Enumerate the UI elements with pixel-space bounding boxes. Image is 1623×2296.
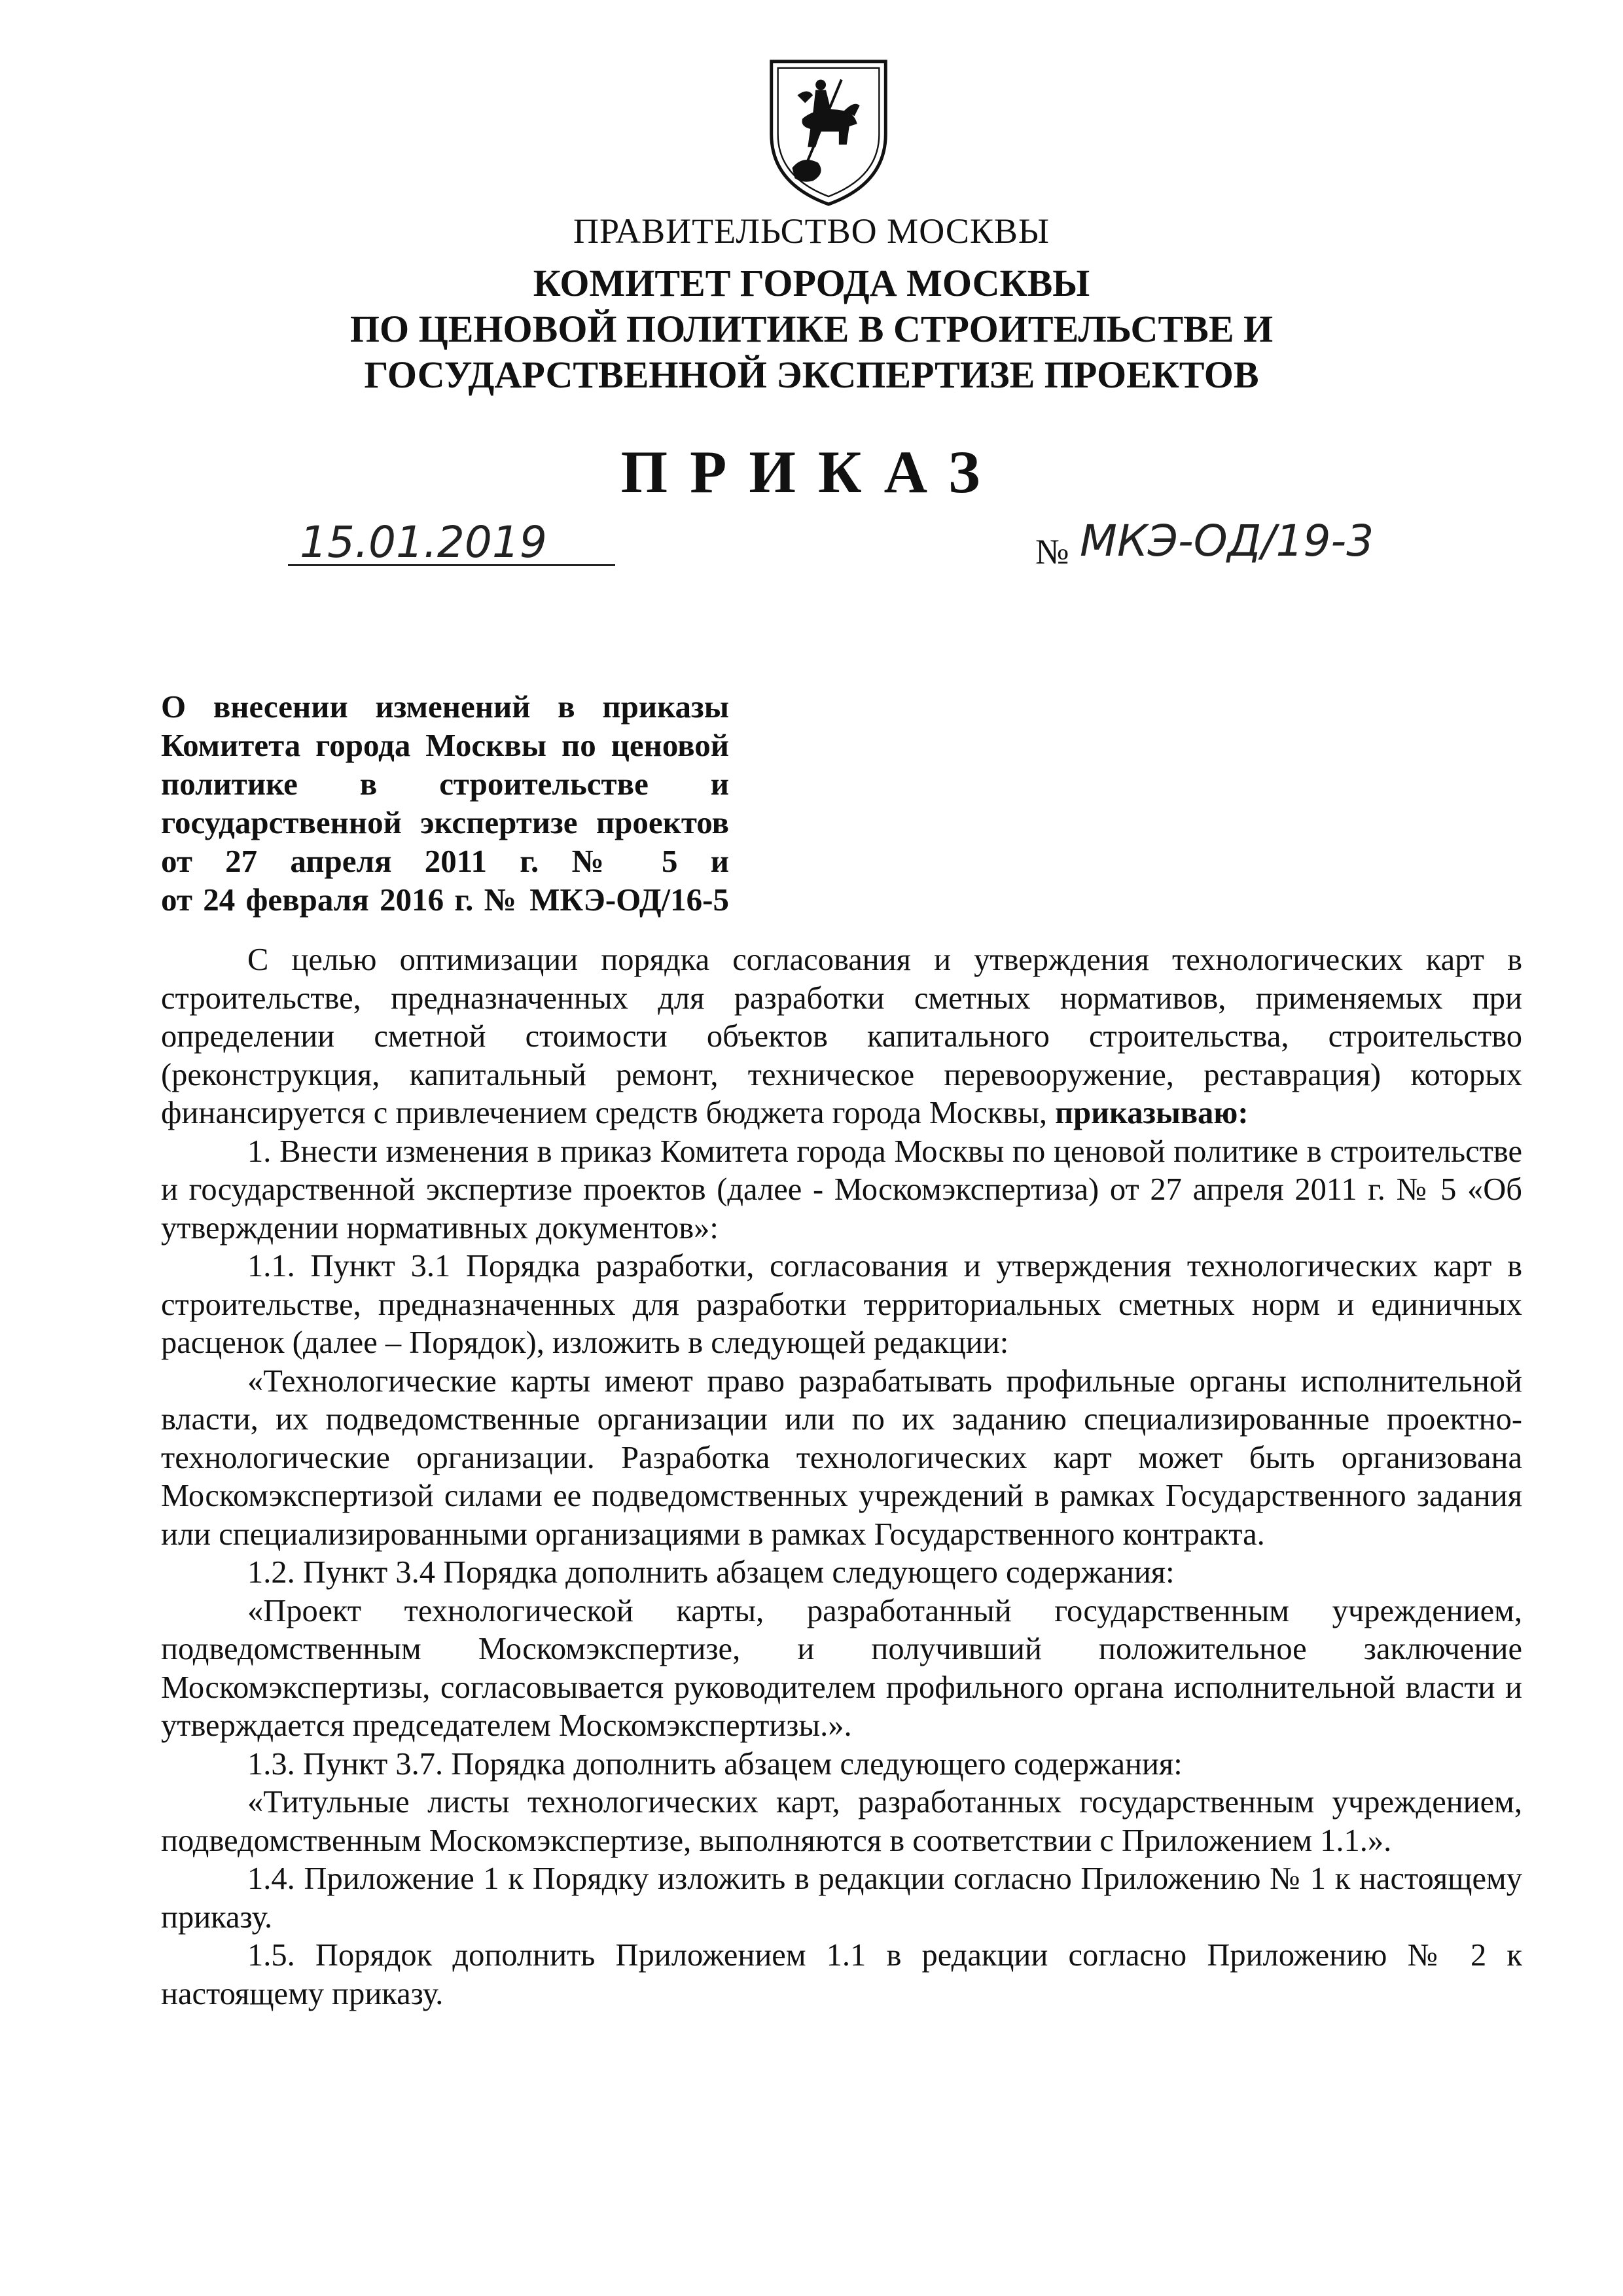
clause-1-2-quote: «Проект технологической карты, разработанный государственным учреждением, подведомственным Москомэкспертизе, и получивший положительное заключение Москомэкспертизы, согласовывается руководителем профильного органа исполнительной власти и утверждается председателем Москомэкспертизы.». bbox=[161, 1593, 1522, 1743]
moscow-coat-of-arms-icon bbox=[763, 54, 894, 209]
order-body bbox=[161, 941, 1522, 2013]
committee-name bbox=[0, 260, 1623, 398]
committee-name-line: КОМИТЕТ ГОРОДА МОСКВЫ bbox=[533, 262, 1090, 304]
clause-1-3-quote: «Титульные листы технологических карт, разработанных государственным учреждением, подведомственным Москомэкспертизе, выполняются в соответствии с Приложением 1.1.». bbox=[161, 1785, 1522, 1858]
subject-line: от 24 февраля 2016 г. № МКЭ-ОД/16-5 bbox=[161, 882, 729, 918]
clause-1-2: 1.2. Пункт 3.4 Порядка дополнить абзацем следующего содержания: bbox=[247, 1555, 1175, 1590]
order-subject bbox=[161, 687, 729, 919]
preamble-text: С целью оптимизации порядка согласования и утверждения технологических карт в строительстве, предназначенных для разработки сметных нормативов, применяемых при определении сметной стоимости объектов капитального строительства, строительство (реконструкция, капитальный ремонт, техническое перевооружение, реставрация) которых финансируется с привлечением средств бюджета города Москвы, bbox=[161, 942, 1522, 1130]
clause-1-1-quote: «Технологические карты имеют право разрабатывать профильные органы исполнительной власти, их подведомственные организации или по их заданию специализированные проектно-технологические организации. Разработка технологических карт может быть организована Москомэкспертизой силами ее подведомственных учреждений в рамках Государственного задания или специализированными организациями в рамках Государственного контракта. bbox=[161, 1363, 1522, 1552]
preamble-order-word: приказываю: bbox=[1055, 1096, 1249, 1130]
clause-1-4: 1.4. Приложение 1 к Порядку изложить в редакции согласно Приложению № 1 к настоящему приказу. bbox=[161, 1861, 1522, 1935]
order-number: МКЭ-ОД/19-3 bbox=[1080, 516, 1374, 566]
order-number-label: № bbox=[1035, 532, 1069, 571]
clause-1-3: 1.3. Пункт 3.7. Порядка дополнить абзацем следующего содержания: bbox=[247, 1746, 1183, 1782]
date-underline bbox=[288, 564, 615, 566]
clause-1: 1. Внести изменения в приказ Комитета города Москвы по ценовой политике в строительстве и государственной экспертизе проектов (далее - Москомэкспертиза) от 27 апреля 2011 г. № 5 «Об утверждении нормативных документов»: bbox=[161, 1134, 1522, 1246]
subject-line: политике в строительстве и bbox=[161, 766, 729, 802]
order-date: 15.01.2019 bbox=[300, 517, 547, 567]
document-type-title: ПРИКАЗ bbox=[620, 439, 1003, 505]
committee-name-line: ПО ЦЕНОВОЙ ПОЛИТИКЕ В СТРОИТЕЛЬСТВЕ И bbox=[349, 308, 1274, 350]
clause-1-5: 1.5. Порядок дополнить Приложением 1.1 в редакции согласно Приложению № 2 к настоящему приказу. bbox=[161, 1938, 1522, 2011]
preamble-paragraph bbox=[161, 941, 1522, 1133]
committee-name-line: ГОСУДАРСТВЕННОЙ ЭКСПЕРТИЗЕ ПРОЕКТОВ bbox=[364, 353, 1259, 396]
subject-line: Комитета города Москвы по ценовой bbox=[161, 727, 729, 763]
subject-line: от 27 апреля 2011 г. № 5 и bbox=[161, 843, 729, 879]
clause-1-1: 1.1. Пункт 3.1 Порядка разработки, согласования и утверждения технологических карт в строительстве, предназначенных для разработки территориальных сметных норм и единичных расценок (далее – Порядок), изложить в следующей редакции: bbox=[161, 1249, 1522, 1360]
subject-line: О внесении изменений в приказы bbox=[161, 689, 729, 725]
subject-line: государственной экспертизе проектов bbox=[161, 804, 729, 840]
government-name: ПРАВИТЕЛЬСТВО МОСКВЫ bbox=[573, 211, 1050, 251]
